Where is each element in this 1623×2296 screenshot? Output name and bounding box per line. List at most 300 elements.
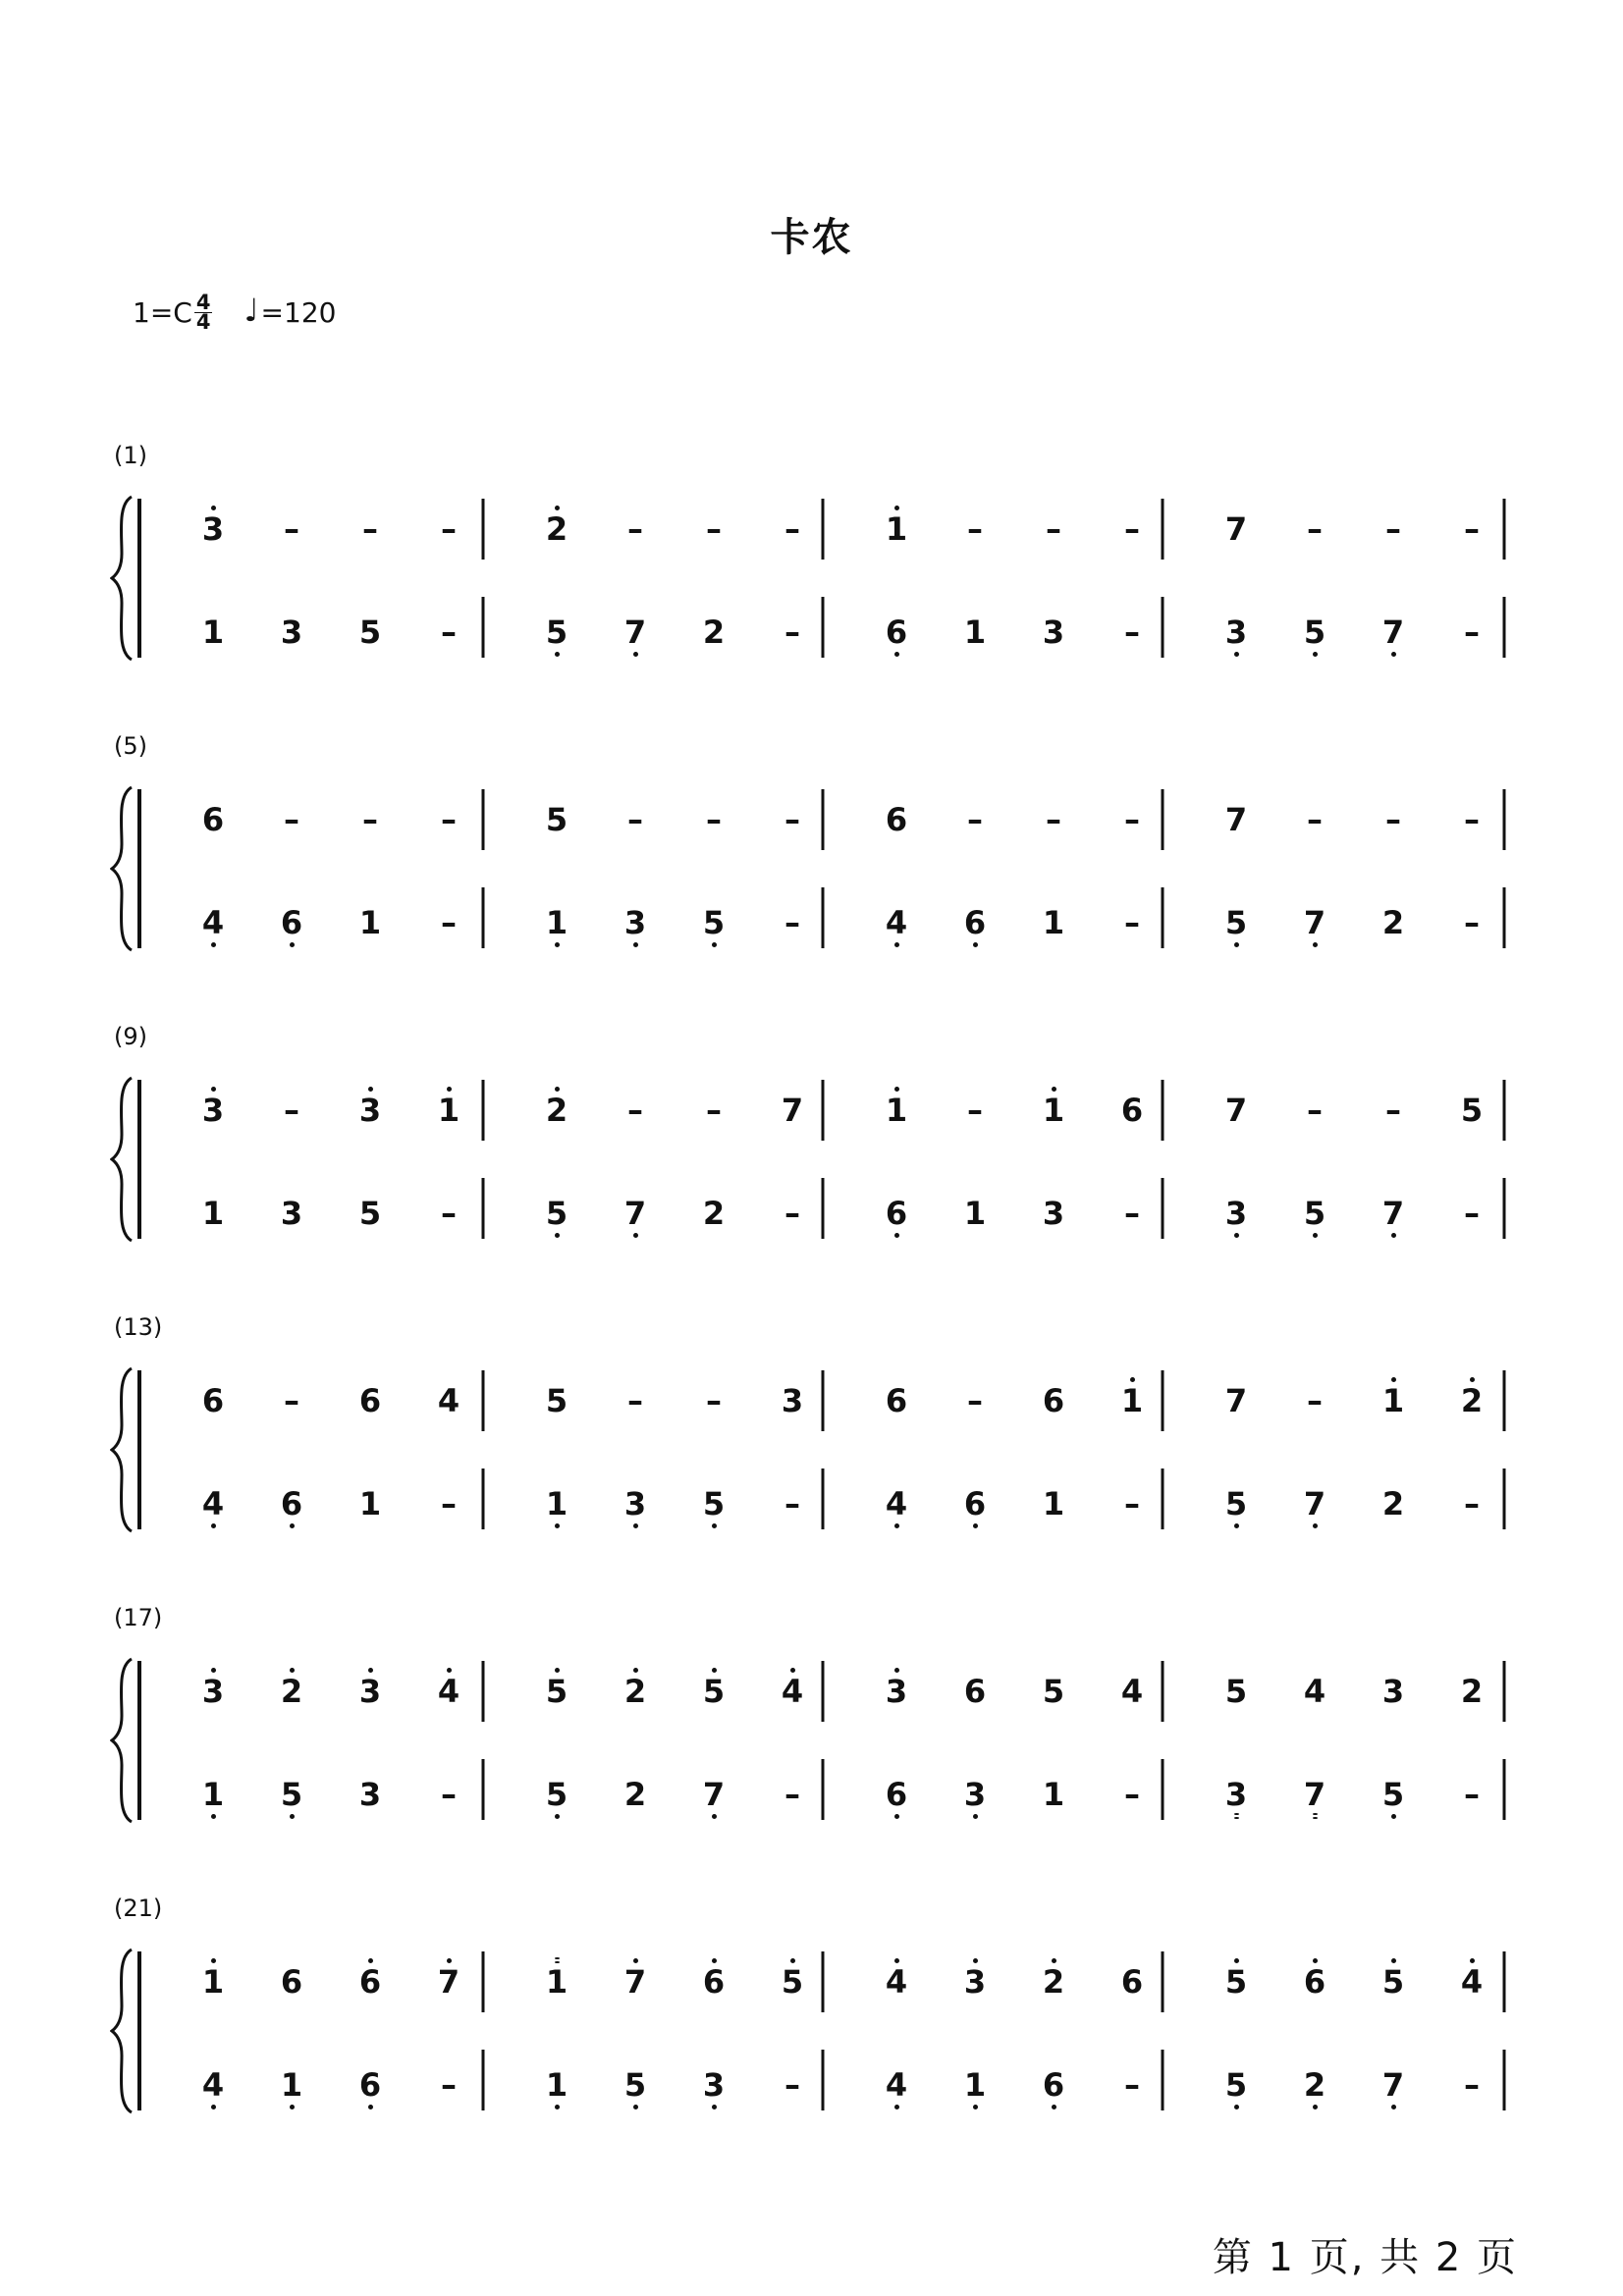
lower-octave-dots	[555, 650, 560, 658]
note-digit: 3	[1381, 1673, 1405, 1710]
extension-dash	[424, 1765, 473, 1824]
note-digit: 1	[545, 2066, 568, 2104]
octave-dot	[1313, 1958, 1318, 1963]
note-digit: 5	[1042, 1673, 1065, 1710]
note-digit: 7	[623, 1195, 647, 1232]
octave-dot	[1130, 1377, 1135, 1382]
note-digit: 4	[1303, 1673, 1326, 1710]
dash-glyph: –	[706, 1382, 722, 1419]
note-digit: 5	[1224, 1963, 1248, 2001]
dash-glyph: –	[441, 1485, 457, 1522]
extension-dash	[1108, 790, 1157, 849]
extension-dash	[424, 1184, 473, 1243]
dash-glyph: –	[784, 614, 800, 651]
octave-dot	[712, 942, 717, 947]
note	[1029, 603, 1078, 662]
note	[872, 1474, 921, 1533]
octave-dot	[1391, 1233, 1396, 1238]
time-denominator: 4	[195, 309, 211, 334]
octave-dot	[368, 1668, 373, 1673]
octave-dot	[290, 2105, 295, 2109]
extension-dash	[611, 1081, 660, 1140]
note-digit: 5	[545, 1382, 568, 1419]
note-digit: 4	[885, 2066, 908, 2104]
note-digit: 5	[1303, 614, 1326, 651]
note	[532, 1371, 581, 1430]
measure-number: (9)	[114, 1023, 147, 1050]
note-digit: 7	[1303, 1776, 1326, 1813]
octave-dot	[973, 1523, 978, 1528]
time-numerator: 4	[195, 290, 211, 314]
note	[1369, 1662, 1418, 1721]
octave-dot	[712, 1814, 717, 1819]
note-digit: 2	[623, 1673, 647, 1710]
dash-glyph: –	[784, 2066, 800, 2104]
note	[1369, 603, 1418, 662]
octave-dot	[555, 942, 560, 947]
note-digit: 2	[623, 1776, 647, 1813]
note	[872, 500, 921, 559]
extension-dash	[1447, 500, 1496, 559]
note	[689, 1662, 738, 1721]
octave-dot	[894, 2105, 899, 2109]
lower-octave-dots	[211, 1522, 216, 1529]
note	[267, 1662, 316, 1721]
octave-dot	[555, 1087, 560, 1092]
note-digit: 1	[885, 1092, 908, 1129]
octave-dot	[290, 1668, 295, 1673]
dash-glyph: –	[441, 1195, 457, 1232]
note-digit: 6	[702, 1963, 726, 2001]
note-digit: 2	[545, 1092, 568, 1129]
lower-octave-dots	[1234, 1522, 1239, 1529]
dash-glyph: –	[627, 1092, 643, 1129]
dash-glyph: –	[1124, 904, 1140, 941]
extension-dash	[1447, 790, 1496, 849]
note	[689, 1184, 738, 1243]
note-digit: 3	[201, 510, 225, 548]
extension-dash	[1447, 1765, 1496, 1824]
dash-glyph: –	[706, 510, 722, 548]
note	[1290, 2056, 1339, 2114]
dash-glyph: –	[967, 1382, 983, 1419]
dash-glyph: –	[1046, 510, 1061, 548]
note-digit: 4	[201, 1485, 225, 1522]
lower-octave-dots	[290, 2103, 295, 2110]
note-digit: 1	[1042, 1776, 1065, 1813]
note	[346, 1184, 395, 1243]
octave-dot	[211, 506, 216, 510]
lower-octave-dots	[555, 1231, 560, 1239]
octave-dot	[1313, 1813, 1318, 1815]
note-digit: 2	[702, 1195, 726, 1232]
brace	[112, 1949, 132, 2112]
note-digit: 3	[623, 904, 647, 941]
octave-dot	[211, 942, 216, 947]
octave-dot	[447, 1668, 452, 1673]
note-digit: 5	[1224, 1673, 1248, 1710]
note-digit: 6	[1120, 1963, 1144, 2001]
extension-dash	[1369, 790, 1418, 849]
note-digit: 5	[545, 1673, 568, 1710]
extension-dash	[346, 790, 395, 849]
lower-octave-dots	[555, 2103, 560, 2110]
lower-octave-dots	[1391, 1231, 1396, 1239]
extension-dash	[267, 790, 316, 849]
note	[532, 1474, 581, 1533]
note-digit: 4	[1120, 1673, 1144, 1710]
dash-glyph: –	[284, 801, 299, 838]
note	[611, 1184, 660, 1243]
octave-dot	[1234, 1813, 1239, 1815]
dash-glyph: –	[1307, 510, 1323, 548]
note-digit: 1	[437, 1092, 460, 1129]
page-title: 卡农	[770, 215, 853, 260]
octave-dot	[973, 942, 978, 947]
octave-dot	[712, 1668, 717, 1673]
octave-dot	[894, 1958, 899, 1963]
octave-dot	[894, 652, 899, 657]
lower-octave-dots	[211, 940, 216, 948]
lower-octave-dots	[211, 1812, 216, 1820]
extension-dash	[689, 1371, 738, 1430]
note	[872, 1184, 921, 1243]
note-digit: 3	[963, 1963, 987, 2001]
note	[346, 1371, 395, 1430]
note-digit: 2	[1303, 2066, 1326, 2104]
dash-glyph: –	[784, 1776, 800, 1813]
brace	[112, 497, 132, 660]
extension-dash	[950, 790, 1000, 849]
extension-dash	[1369, 500, 1418, 559]
octave-dot	[894, 1814, 899, 1819]
extension-dash	[1290, 1081, 1339, 1140]
octave-dot	[555, 1814, 560, 1819]
note	[346, 1952, 395, 2011]
octave-dot	[1313, 1233, 1318, 1238]
note	[1029, 1474, 1078, 1533]
octave-dot	[1391, 1958, 1396, 1963]
note	[950, 1474, 1000, 1533]
note	[189, 1081, 238, 1140]
note-digit: 3	[358, 1092, 382, 1129]
note	[1369, 2056, 1418, 2114]
note	[1029, 1765, 1078, 1824]
note-digit: 2	[702, 614, 726, 651]
dash-glyph: –	[441, 614, 457, 651]
extension-dash	[1108, 500, 1157, 559]
time-signature	[194, 290, 213, 334]
extension-dash	[1029, 790, 1078, 849]
extension-dash	[1447, 603, 1496, 662]
note-digit: 5	[1381, 1776, 1405, 1813]
lower-octave-dots	[894, 1812, 899, 1820]
lower-octave-dots	[633, 1231, 638, 1239]
note-digit: 6	[358, 2066, 382, 2104]
extension-dash	[424, 500, 473, 559]
dash-glyph: –	[284, 510, 299, 548]
extension-dash	[267, 500, 316, 559]
extension-dash	[768, 500, 817, 559]
note-digit: 3	[280, 614, 303, 651]
note	[872, 1952, 921, 2011]
brace	[112, 1368, 132, 1531]
lower-octave-dots	[973, 1522, 978, 1529]
measure-number: (21)	[114, 1895, 163, 1922]
note	[1212, 2056, 1261, 2114]
lower-octave-dots	[973, 2103, 978, 2110]
note	[872, 790, 921, 849]
extension-dash	[1290, 500, 1339, 559]
note-digit: 6	[280, 904, 303, 941]
octave-dot	[447, 1958, 452, 1963]
lower-octave-dots	[894, 2103, 899, 2110]
note-digit: 2	[1381, 1485, 1405, 1522]
note-digit: 6	[963, 1485, 987, 1522]
dash-glyph: –	[441, 1776, 457, 1813]
note-digit: 3	[702, 2066, 726, 2104]
dash-glyph: –	[784, 510, 800, 548]
lower-octave-dots	[633, 2103, 638, 2110]
note	[1447, 1081, 1496, 1140]
dash-glyph: –	[441, 801, 457, 838]
dash-glyph: –	[706, 1092, 722, 1129]
extension-dash	[768, 603, 817, 662]
octave-dot	[894, 942, 899, 947]
lower-octave-dots	[1391, 2103, 1396, 2110]
note	[346, 603, 395, 662]
note-digit: 5	[358, 614, 382, 651]
extension-dash	[1447, 893, 1496, 952]
note	[267, 1184, 316, 1243]
extension-dash	[1290, 790, 1339, 849]
octave-dot	[211, 2105, 216, 2109]
dash-glyph: –	[1124, 510, 1140, 548]
octave-dot	[555, 1233, 560, 1238]
lower-octave-dots	[712, 1812, 717, 1820]
score-system	[110, 1604, 1524, 1859]
octave-dot	[1313, 1817, 1318, 1819]
note-digit: 3	[201, 1092, 225, 1129]
octave-dot	[973, 1958, 978, 1963]
dash-glyph: –	[441, 2066, 457, 2104]
lower-octave-dots	[1052, 2103, 1056, 2110]
note	[189, 1952, 238, 2011]
note-digit: 2	[1381, 904, 1405, 941]
dash-glyph: –	[284, 1092, 299, 1129]
extension-dash	[1369, 1081, 1418, 1140]
note-digit: 3	[963, 1776, 987, 1813]
extension-dash	[1108, 2056, 1157, 2114]
note-digit: 5	[545, 614, 568, 651]
note	[189, 790, 238, 849]
dash-glyph: –	[1124, 2066, 1140, 2104]
note-digit: 1	[280, 2066, 303, 2104]
dash-glyph: –	[1464, 2066, 1480, 2104]
note-digit: 6	[358, 1382, 382, 1419]
note	[768, 1952, 817, 2011]
note	[1447, 1371, 1496, 1430]
lower-octave-dots	[1234, 1812, 1239, 1820]
dash-glyph: –	[1124, 614, 1140, 651]
note	[532, 1081, 581, 1140]
note	[267, 2056, 316, 2114]
note-digit: 3	[1042, 614, 1065, 651]
octave-dot	[1470, 1958, 1475, 1963]
extension-dash	[346, 500, 395, 559]
octave-dot	[1234, 1233, 1239, 1238]
note	[189, 1371, 238, 1430]
note-digit: 6	[201, 801, 225, 838]
note	[424, 1081, 473, 1140]
note	[1108, 1952, 1157, 2011]
extension-dash	[768, 893, 817, 952]
note-digit: 6	[963, 1673, 987, 1710]
note-digit: 4	[437, 1382, 460, 1419]
note	[872, 1765, 921, 1824]
note-digit: 4	[885, 904, 908, 941]
note-digit: 4	[885, 1485, 908, 1522]
note-digit: 2	[545, 510, 568, 548]
dash-glyph: –	[627, 1382, 643, 1419]
note-digit: 5	[702, 904, 726, 941]
note-digit: 2	[280, 1673, 303, 1710]
note	[1290, 603, 1339, 662]
note	[1212, 1184, 1261, 1243]
note-digit: 4	[201, 904, 225, 941]
lower-octave-dots	[633, 940, 638, 948]
octave-dot	[368, 1087, 373, 1092]
note	[689, 1952, 738, 2011]
extension-dash	[1029, 500, 1078, 559]
dash-glyph: –	[967, 510, 983, 548]
note-digit: 6	[1120, 1092, 1144, 1129]
octave-dot	[712, 1958, 717, 1963]
note-digit: 6	[280, 1485, 303, 1522]
note	[1212, 1474, 1261, 1533]
note	[189, 500, 238, 559]
note-digit: 3	[1224, 1776, 1248, 1813]
extension-dash	[1108, 893, 1157, 952]
octave-dot	[447, 1087, 452, 1092]
lower-octave-dots	[1391, 650, 1396, 658]
dash-glyph: –	[1464, 1195, 1480, 1232]
extension-dash	[1447, 1184, 1496, 1243]
note	[768, 1662, 817, 1721]
note-digit: 1	[201, 614, 225, 651]
note	[872, 1081, 921, 1140]
score-system	[110, 1313, 1524, 1569]
dash-glyph: –	[1124, 1776, 1140, 1813]
note-digit: 3	[1042, 1195, 1065, 1232]
note	[1029, 1952, 1078, 2011]
dash-glyph: –	[1307, 801, 1323, 838]
note-digit: 5	[545, 1776, 568, 1813]
note	[611, 1474, 660, 1533]
note-digit: 1	[545, 1485, 568, 1522]
octave-dot	[1313, 942, 1318, 947]
note-digit: 1	[963, 2066, 987, 2104]
note	[532, 790, 581, 849]
note	[1369, 1184, 1418, 1243]
octave-dot	[894, 1233, 899, 1238]
extension-dash	[950, 1081, 1000, 1140]
note-digit: 7	[1303, 1485, 1326, 1522]
note	[872, 1662, 921, 1721]
lower-octave-dots	[973, 940, 978, 948]
extension-dash	[768, 790, 817, 849]
octave-dot	[633, 1523, 638, 1528]
note-digit: 1	[201, 1195, 225, 1232]
note-digit: 5	[545, 1195, 568, 1232]
octave-dot	[290, 1523, 295, 1528]
lower-octave-dots	[1234, 1231, 1239, 1239]
octave-dot	[290, 1814, 295, 1819]
note	[950, 1952, 1000, 2011]
octave-dot	[1234, 652, 1239, 657]
note	[611, 603, 660, 662]
lower-octave-dots	[1313, 1522, 1318, 1529]
note	[189, 603, 238, 662]
note	[768, 1371, 817, 1430]
note	[532, 1184, 581, 1243]
dash-glyph: –	[1385, 510, 1401, 548]
note-digit: 4	[1460, 1963, 1484, 2001]
note-digit: 7	[1381, 614, 1405, 651]
octave-dot	[555, 506, 560, 510]
note	[346, 1765, 395, 1824]
note-digit: 7	[1381, 2066, 1405, 2104]
lower-octave-dots	[1234, 650, 1239, 658]
dash-glyph: –	[1124, 1195, 1140, 1232]
note	[1290, 1662, 1339, 1721]
note	[768, 1081, 817, 1140]
note-digit: 5	[545, 801, 568, 838]
octave-dot	[973, 1814, 978, 1819]
lower-octave-dots	[555, 1812, 560, 1820]
note	[189, 1662, 238, 1721]
octave-dot	[368, 2105, 373, 2109]
note	[424, 1952, 473, 2011]
lower-octave-dots	[712, 2103, 717, 2110]
note-digit: 1	[963, 614, 987, 651]
extension-dash	[1108, 1765, 1157, 1824]
note-digit: 2	[1460, 1673, 1484, 1710]
extension-dash	[1108, 1474, 1157, 1533]
note-digit: 1	[1042, 1485, 1065, 1522]
note-digit: 3	[1224, 1195, 1248, 1232]
note-digit: 6	[1042, 2066, 1065, 2104]
note	[872, 1371, 921, 1430]
dash-glyph: –	[1385, 801, 1401, 838]
note	[689, 603, 738, 662]
note	[267, 1765, 316, 1824]
dash-glyph: –	[1464, 510, 1480, 548]
lower-octave-dots	[1313, 1231, 1318, 1239]
note	[1447, 1952, 1496, 2011]
octave-dot	[712, 1523, 717, 1528]
extension-dash	[267, 1081, 316, 1140]
note	[1029, 1081, 1078, 1140]
octave-dot	[633, 652, 638, 657]
note	[872, 2056, 921, 2114]
octave-dot	[633, 1958, 638, 1963]
note-digit: 2	[1042, 1963, 1065, 2001]
note	[346, 1081, 395, 1140]
note-digit: 3	[358, 1776, 382, 1813]
extension-dash	[950, 1371, 1000, 1430]
octave-dot	[894, 1523, 899, 1528]
